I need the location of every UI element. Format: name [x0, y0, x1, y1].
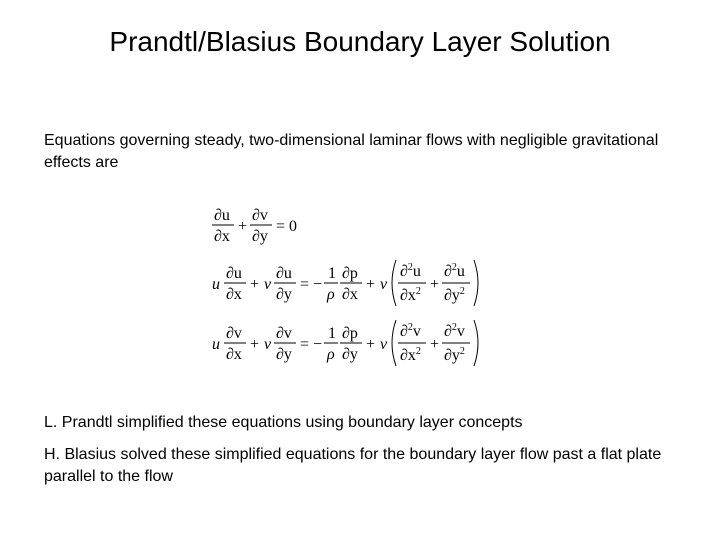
- x-momentum-equation: [212, 260, 478, 306]
- svg-text:∂x: ∂x: [342, 286, 358, 303]
- svg-text:+: +: [430, 336, 440, 353]
- svg-text:ρ: ρ: [327, 346, 335, 363]
- svg-text:+: +: [250, 276, 260, 293]
- svg-text:∂2v: ∂$^2$v: [444, 322, 465, 340]
- svg-text:∂v: ∂v: [226, 325, 242, 342]
- svg-text:∂x: ∂x: [226, 286, 242, 303]
- svg-text:1: 1: [328, 325, 336, 342]
- svg-text:∂y2: $\partial y^2$: [444, 346, 465, 364]
- slide-title: Prandtl/Blasius Boundary Layer Solution: [109, 26, 611, 57]
- svg-text:+: +: [430, 276, 440, 293]
- svg-text:∂v: ∂v: [276, 325, 292, 342]
- svg-text:= 0: = 0: [276, 218, 298, 235]
- svg-text:+: +: [238, 218, 248, 235]
- prandtl-paragraph: L. Prandtl simplified these equations using boundary layer concepts: [44, 414, 523, 431]
- svg-text:∂2u: ∂$^2$u: [444, 262, 465, 280]
- svg-text:∂x2: $\partial x^2$: [400, 286, 421, 304]
- equations-block: [208, 196, 498, 376]
- intro-paragraph: Equations governing steady, two-dimensional laminar flows with negligible gravitational effects are: [44, 132, 659, 171]
- svg-text:v: v: [264, 276, 272, 293]
- y-momentum-equation: [212, 320, 478, 366]
- svg-text:∂p: ∂p: [342, 325, 358, 342]
- svg-text:∂v: ∂v: [252, 207, 268, 224]
- svg-text:= −: = −: [300, 276, 323, 293]
- svg-text:∂x: ∂x: [226, 346, 242, 363]
- svg-text:1: 1: [328, 265, 336, 282]
- svg-text:= −: = −: [300, 336, 323, 353]
- svg-text:∂2v: ∂$^2$v: [400, 322, 421, 340]
- svg-text:u: u: [212, 336, 220, 353]
- svg-text:+: +: [250, 336, 260, 353]
- svg-text:∂u: ∂u: [226, 265, 242, 282]
- svg-text:∂y: ∂y: [342, 346, 358, 363]
- svg-text:u: u: [212, 276, 220, 293]
- svg-text:∂u: ∂u: [276, 265, 292, 282]
- svg-text:ν: ν: [380, 276, 388, 293]
- continuity-equation: [212, 207, 297, 245]
- svg-text:∂y2: $\partial y^2$: [444, 286, 465, 304]
- svg-text:∂u: ∂u: [214, 207, 230, 224]
- svg-text:∂p: ∂p: [342, 265, 358, 282]
- svg-text:∂2u: ∂$^2$u: [400, 262, 421, 280]
- svg-text:ρ: ρ: [327, 286, 335, 303]
- svg-text:+: +: [366, 276, 376, 293]
- svg-text:∂y: ∂y: [276, 346, 292, 363]
- svg-text:+: +: [366, 336, 376, 353]
- svg-text:∂y: ∂y: [252, 228, 268, 245]
- svg-text:v: v: [264, 336, 272, 353]
- svg-text:ν: ν: [380, 336, 388, 353]
- svg-text:∂y: ∂y: [276, 286, 292, 303]
- navier-stokes-equations: [208, 196, 498, 376]
- svg-text:∂x2: $\partial x^2$: [400, 346, 421, 364]
- svg-text:∂x: ∂x: [214, 228, 230, 245]
- blasius-paragraph: H. Blasius solved these simplified equations for the boundary layer flow past a flat plate parallel to the flow: [44, 446, 662, 485]
